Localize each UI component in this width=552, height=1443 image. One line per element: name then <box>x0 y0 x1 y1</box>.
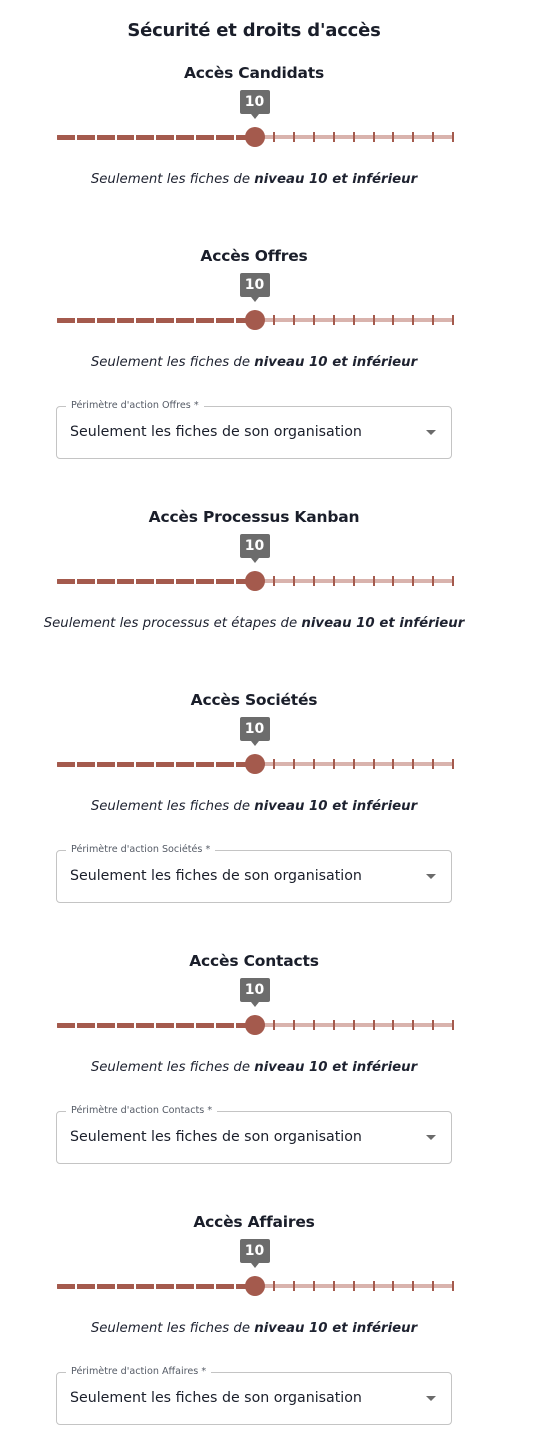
section-access-offres <box>0 247 508 477</box>
slider-mark <box>234 318 236 323</box>
required-mark: * <box>205 844 211 855</box>
slider-value-label: 10 <box>240 717 270 741</box>
slider-mark <box>174 1284 176 1289</box>
slider-mark <box>55 318 57 323</box>
slider-mark <box>154 579 156 584</box>
required-mark: * <box>193 400 199 411</box>
slider-mark <box>432 315 434 325</box>
slider-mark <box>432 576 434 586</box>
slider-mark <box>134 1023 136 1028</box>
access-level-caption <box>0 355 508 370</box>
arrow-drop-down-icon <box>426 1396 436 1401</box>
slider-mark <box>273 1020 275 1030</box>
slider-mark <box>452 1281 454 1291</box>
slider-mark <box>174 318 176 323</box>
slider-mark <box>214 318 216 323</box>
slider-mark <box>293 1020 295 1030</box>
section-access-affaires <box>0 1213 508 1443</box>
slider-mark <box>273 1281 275 1291</box>
access-level-caption <box>0 1321 508 1336</box>
slider-mark <box>293 1281 295 1291</box>
arrow-drop-down-icon <box>426 430 436 435</box>
select-value: Seulement les fiches de son organisation <box>70 1390 362 1406</box>
caption-emphasis: niveau 10 et inférieur <box>254 172 418 187</box>
slider-mark <box>373 132 375 142</box>
slider-thumb[interactable] <box>245 310 265 330</box>
slider-mark <box>75 579 77 584</box>
slider-mark <box>373 759 375 769</box>
slider-mark <box>353 132 355 142</box>
slider-mark <box>313 315 315 325</box>
select-value: Seulement les fiches de son organisation <box>70 424 362 440</box>
slider-mark <box>194 762 196 767</box>
slider-mark <box>273 315 275 325</box>
select-label-text: Périmètre d'action Offres <box>71 400 191 411</box>
access-level-slider[interactable] <box>56 1239 454 1309</box>
slider-mark <box>214 762 216 767</box>
slider-mark <box>333 759 335 769</box>
slider-mark <box>333 576 335 586</box>
slider-mark <box>313 576 315 586</box>
access-level-slider[interactable] <box>56 273 454 343</box>
select-value: Seulement les fiches de son organisation <box>70 1129 362 1145</box>
slider-mark <box>75 1023 77 1028</box>
slider-mark <box>55 1284 57 1289</box>
section-title: Accès Contacts <box>189 952 319 970</box>
section-title: Accès Offres <box>200 247 308 265</box>
select-value: Seulement les fiches de son organisation <box>70 868 362 884</box>
caption-emphasis: niveau 10 et inférieur <box>254 799 418 814</box>
slider-mark <box>194 1284 196 1289</box>
slider-mark <box>333 1281 335 1291</box>
arrow-drop-down-icon <box>426 874 436 879</box>
slider-mark <box>115 135 117 140</box>
slider-mark <box>313 1020 315 1030</box>
slider-thumb[interactable] <box>245 571 265 591</box>
section-access-contacts <box>0 952 508 1182</box>
slider-mark <box>134 318 136 323</box>
slider-mark <box>452 759 454 769</box>
slider-mark <box>95 762 97 767</box>
slider-mark <box>293 315 295 325</box>
slider-mark <box>75 318 77 323</box>
caption-emphasis: niveau 10 et inférieur <box>301 616 465 631</box>
section-title: Accès Processus Kanban <box>148 508 360 526</box>
slider-mark <box>95 579 97 584</box>
section-title: Accès Candidats <box>184 64 324 82</box>
slider-value-label: 10 <box>240 978 270 1002</box>
slider-mark <box>234 579 236 584</box>
slider-mark <box>313 759 315 769</box>
slider-mark <box>452 1020 454 1030</box>
slider-mark <box>55 762 57 767</box>
slider-mark <box>174 579 176 584</box>
slider-mark <box>353 315 355 325</box>
access-level-slider[interactable] <box>56 90 454 160</box>
slider-mark <box>432 1020 434 1030</box>
slider-mark <box>214 1023 216 1028</box>
access-level-caption <box>0 172 508 187</box>
slider-mark <box>392 576 394 586</box>
section-title: Accès Sociétés <box>190 691 318 709</box>
select-label-text: Périmètre d'action Contacts <box>71 1105 205 1116</box>
slider-mark <box>55 135 57 140</box>
slider-mark <box>392 759 394 769</box>
slider-mark <box>273 576 275 586</box>
caption-prefix: Seulement les fiches de <box>90 1321 255 1336</box>
slider-mark <box>214 579 216 584</box>
page-title: Sécurité et droits d'accès <box>127 20 381 41</box>
slider-mark <box>412 132 414 142</box>
slider-mark <box>273 759 275 769</box>
slider-mark <box>353 759 355 769</box>
required-mark: * <box>201 1366 207 1377</box>
slider-mark <box>333 315 335 325</box>
select-label <box>66 1104 217 1118</box>
slider-mark <box>333 1020 335 1030</box>
access-level-caption <box>0 799 508 814</box>
slider-mark <box>293 759 295 769</box>
slider-mark <box>95 1284 97 1289</box>
slider-mark <box>353 576 355 586</box>
access-level-slider[interactable] <box>56 978 454 1048</box>
caption-prefix: Seulement les fiches de <box>90 355 255 370</box>
slider-mark <box>373 1281 375 1291</box>
slider-mark <box>392 1281 394 1291</box>
slider-mark <box>154 1284 156 1289</box>
section-title: Accès Affaires <box>193 1213 315 1231</box>
slider-mark <box>95 135 97 140</box>
slider-mark <box>194 1023 196 1028</box>
slider-mark <box>194 318 196 323</box>
slider-mark <box>392 315 394 325</box>
caption-prefix: Seulement les fiches de <box>90 799 255 814</box>
slider-mark <box>452 576 454 586</box>
slider-mark <box>452 315 454 325</box>
slider-mark <box>174 762 176 767</box>
slider-mark <box>134 579 136 584</box>
section-access-societes <box>0 691 508 921</box>
slider-mark <box>353 1281 355 1291</box>
slider-mark <box>115 1284 117 1289</box>
scope-select-affaires[interactable] <box>56 1366 452 1425</box>
slider-value-label: 10 <box>240 90 270 114</box>
scope-select-societes[interactable] <box>56 844 452 903</box>
caption-prefix: Seulement les processus et étapes de <box>43 616 302 631</box>
slider-mark <box>134 135 136 140</box>
slider-mark <box>412 1020 414 1030</box>
slider-mark <box>214 1284 216 1289</box>
slider-mark <box>154 318 156 323</box>
select-label-text: Périmètre d'action Sociétés <box>71 844 203 855</box>
slider-value-label: 10 <box>240 1239 270 1263</box>
slider-mark <box>234 135 236 140</box>
slider-mark <box>412 1281 414 1291</box>
caption-emphasis: niveau 10 et inférieur <box>254 1060 418 1075</box>
slider-mark <box>373 315 375 325</box>
slider-mark <box>75 1284 77 1289</box>
slider-mark <box>214 135 216 140</box>
caption-emphasis: niveau 10 et inférieur <box>254 355 418 370</box>
slider-mark <box>55 579 57 584</box>
slider-mark <box>55 1023 57 1028</box>
slider-mark <box>75 762 77 767</box>
slider-mark <box>95 1023 97 1028</box>
caption-emphasis: niveau 10 et inférieur <box>254 1321 418 1336</box>
access-level-slider[interactable] <box>56 534 454 604</box>
slider-mark <box>412 576 414 586</box>
slider-mark <box>154 1023 156 1028</box>
slider-mark <box>333 132 335 142</box>
slider-mark <box>432 1281 434 1291</box>
slider-mark <box>273 132 275 142</box>
slider-mark <box>174 1023 176 1028</box>
scope-select-contacts[interactable] <box>56 1105 452 1164</box>
access-level-caption <box>0 1060 508 1075</box>
slider-mark <box>194 135 196 140</box>
slider-thumb[interactable] <box>245 754 265 774</box>
slider-mark <box>452 132 454 142</box>
access-level-caption <box>0 616 508 631</box>
slider-mark <box>134 1284 136 1289</box>
access-level-slider[interactable] <box>56 717 454 787</box>
scope-select-offres[interactable] <box>56 400 452 459</box>
slider-mark <box>95 318 97 323</box>
slider-mark <box>432 132 434 142</box>
slider-thumb[interactable] <box>245 1276 265 1296</box>
slider-mark <box>115 762 117 767</box>
slider-mark <box>234 1284 236 1289</box>
slider-thumb[interactable] <box>245 1015 265 1035</box>
arrow-drop-down-icon <box>426 1135 436 1140</box>
slider-mark <box>134 762 136 767</box>
slider-mark <box>115 579 117 584</box>
slider-mark <box>115 1023 117 1028</box>
slider-mark <box>353 1020 355 1030</box>
required-mark: * <box>207 1105 213 1116</box>
slider-mark <box>293 132 295 142</box>
select-label <box>66 399 204 413</box>
slider-mark <box>373 1020 375 1030</box>
slider-value-label: 10 <box>240 534 270 558</box>
select-label <box>66 843 215 857</box>
slider-mark <box>412 315 414 325</box>
select-label <box>66 1365 211 1379</box>
slider-mark <box>154 135 156 140</box>
slider-mark <box>115 318 117 323</box>
slider-mark <box>75 135 77 140</box>
slider-mark <box>392 132 394 142</box>
slider-mark <box>313 1281 315 1291</box>
slider-mark <box>313 132 315 142</box>
select-label-text: Périmètre d'action Affaires <box>71 1366 199 1377</box>
slider-mark <box>293 576 295 586</box>
slider-mark <box>154 762 156 767</box>
slider-mark <box>234 1023 236 1028</box>
slider-mark <box>432 759 434 769</box>
slider-mark <box>174 135 176 140</box>
caption-prefix: Seulement les fiches de <box>90 1060 255 1075</box>
slider-value-label: 10 <box>240 273 270 297</box>
caption-prefix: Seulement les fiches de <box>90 172 255 187</box>
slider-mark <box>373 576 375 586</box>
slider-mark <box>392 1020 394 1030</box>
slider-mark <box>194 579 196 584</box>
slider-thumb[interactable] <box>245 127 265 147</box>
slider-mark <box>412 759 414 769</box>
slider-mark <box>234 762 236 767</box>
